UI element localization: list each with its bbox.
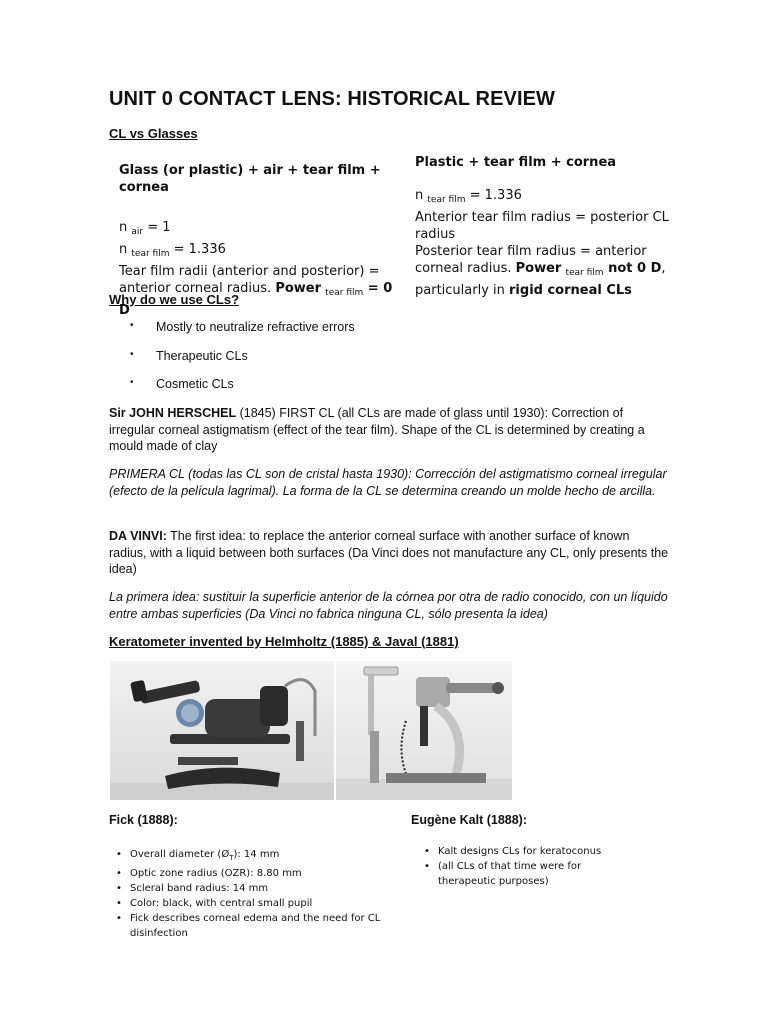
n-tear-film-value: = 1.336 bbox=[169, 242, 226, 257]
n-symbol: n bbox=[119, 220, 128, 235]
kalt-heading: Eugène Kalt (1888): bbox=[411, 813, 528, 827]
right-column bbox=[415, 154, 695, 299]
diameter-label: Overall diameter (Ø bbox=[130, 849, 230, 860]
n-air-subscript: air bbox=[131, 227, 144, 237]
power-word: Power bbox=[275, 281, 322, 296]
fick-heading: Fick (1888): bbox=[109, 813, 178, 827]
n-tear-film-subscript: tear film bbox=[427, 195, 466, 205]
power-subscript: tear film bbox=[325, 288, 364, 298]
n-tear-film-subscript: tear film bbox=[131, 249, 170, 259]
n-tear-film-line bbox=[415, 187, 695, 209]
anterior-radius-text: Anterior tear film radius = posterior CL radius bbox=[415, 210, 669, 242]
davinci-spanish-paragraph: La primera idea: sustituir la superficie anterior de la córnea por otra de radio conocido, con un líquido entre ambas superficies (Da Vinci no fabrica ninguna CL, sólo presenta la idea) bbox=[109, 590, 668, 621]
page-title: UNIT 0 CONTACT LENS: HISTORICAL REVIEW bbox=[109, 88, 556, 110]
list-item: • Optic zone radius (OZR): 8.80 mm bbox=[116, 866, 386, 881]
list-item-text: Therapeutic CLs bbox=[156, 348, 248, 363]
herschel-name: Sir JOHN HERSCHEL bbox=[109, 406, 237, 420]
bullet-icon: • bbox=[130, 377, 134, 388]
keratometer-photo bbox=[110, 661, 334, 800]
radii-sentence: Tear film radii (anterior and posterior) = anterior corneal radius. bbox=[119, 264, 380, 296]
fick-list bbox=[116, 847, 386, 941]
n-tear-film-line bbox=[119, 241, 399, 263]
radii-text bbox=[119, 263, 399, 319]
n-tear-film-value: = 1.336 bbox=[465, 188, 522, 203]
list-item: • Color: black, with central small pupil bbox=[116, 896, 386, 911]
herschel-text: (1845) FIRST CL (all CLs are made of glass until 1930): Correction of irregular corneal astigmatism (effect of the tear film). Shape of the CL is determined by creating a mould made of clay bbox=[109, 406, 645, 453]
particularly-text: particularly in bbox=[415, 283, 510, 298]
section-heading-cl-vs-glasses: CL vs Glasses bbox=[109, 126, 198, 141]
list-item: • Kalt designs CLs for keratoconus bbox=[424, 844, 634, 859]
davinci-text: The first idea: to replace the anterior corneal surface with another surface of known radius, with a liquid between both surfaces (Da Vinci does not manufacture any CL, only presents the idea) bbox=[109, 529, 669, 576]
section-heading-keratometer: Keratometer invented by Helmholtz (1885) & Javal (1881) bbox=[109, 634, 459, 649]
posterior-radius-text bbox=[415, 243, 695, 299]
diameter-value: ): 14 mm bbox=[233, 849, 280, 860]
n-air-value: = 1 bbox=[143, 220, 171, 235]
right-column-label: Plastic + tear film + cornea bbox=[415, 155, 617, 170]
list-item bbox=[116, 847, 386, 866]
davinci-paragraph bbox=[109, 528, 669, 578]
herschel-spanish-paragraph: PRIMERA CL (todas las CL son de cristal hasta 1930): Corrección del astigmatismo corneal irregular (efecto de la película lagrimal). La forma de la CL se determina creando un molde hecho de arcilla. bbox=[109, 467, 667, 498]
herschel-paragraph bbox=[109, 405, 669, 455]
power-word: Power bbox=[515, 261, 562, 276]
list-item-text: Cosmetic CLs bbox=[156, 377, 234, 391]
bullet-icon: • bbox=[130, 320, 134, 331]
list-item: • (all CLs of that time were for therapeutic purposes) bbox=[424, 859, 634, 889]
list-item-text: Mostly to neutralize refractive errors bbox=[156, 320, 355, 334]
n-symbol: n bbox=[119, 242, 128, 257]
diameter-subscript: T bbox=[229, 854, 234, 862]
davinci-name: DA VINVI: bbox=[109, 529, 167, 543]
n-symbol: n bbox=[415, 188, 424, 203]
n-air-line bbox=[119, 219, 399, 241]
kalt-list bbox=[424, 844, 634, 889]
posterior-sentence: Posterior tear film radius = anterior corneal radius. bbox=[415, 244, 647, 276]
left-column-label: Glass (or plastic) + air + tear film + cornea bbox=[119, 163, 381, 195]
list-item: • Fick describes corneal edema and the need for CL disinfection bbox=[116, 911, 386, 941]
list-item: • Scleral band radius: 14 mm bbox=[116, 881, 386, 896]
power-subscript: tear film bbox=[565, 268, 604, 278]
comma: , bbox=[661, 261, 666, 276]
slit-lamp-photo bbox=[336, 661, 512, 800]
power-value: = 0 D bbox=[119, 281, 393, 318]
rigid-corneal-text: rigid corneal CLs bbox=[509, 283, 632, 298]
power-value: not 0 D bbox=[603, 261, 662, 276]
section-heading-why: Why do we use CLs? bbox=[109, 292, 240, 307]
bullet-icon: • bbox=[130, 348, 134, 360]
